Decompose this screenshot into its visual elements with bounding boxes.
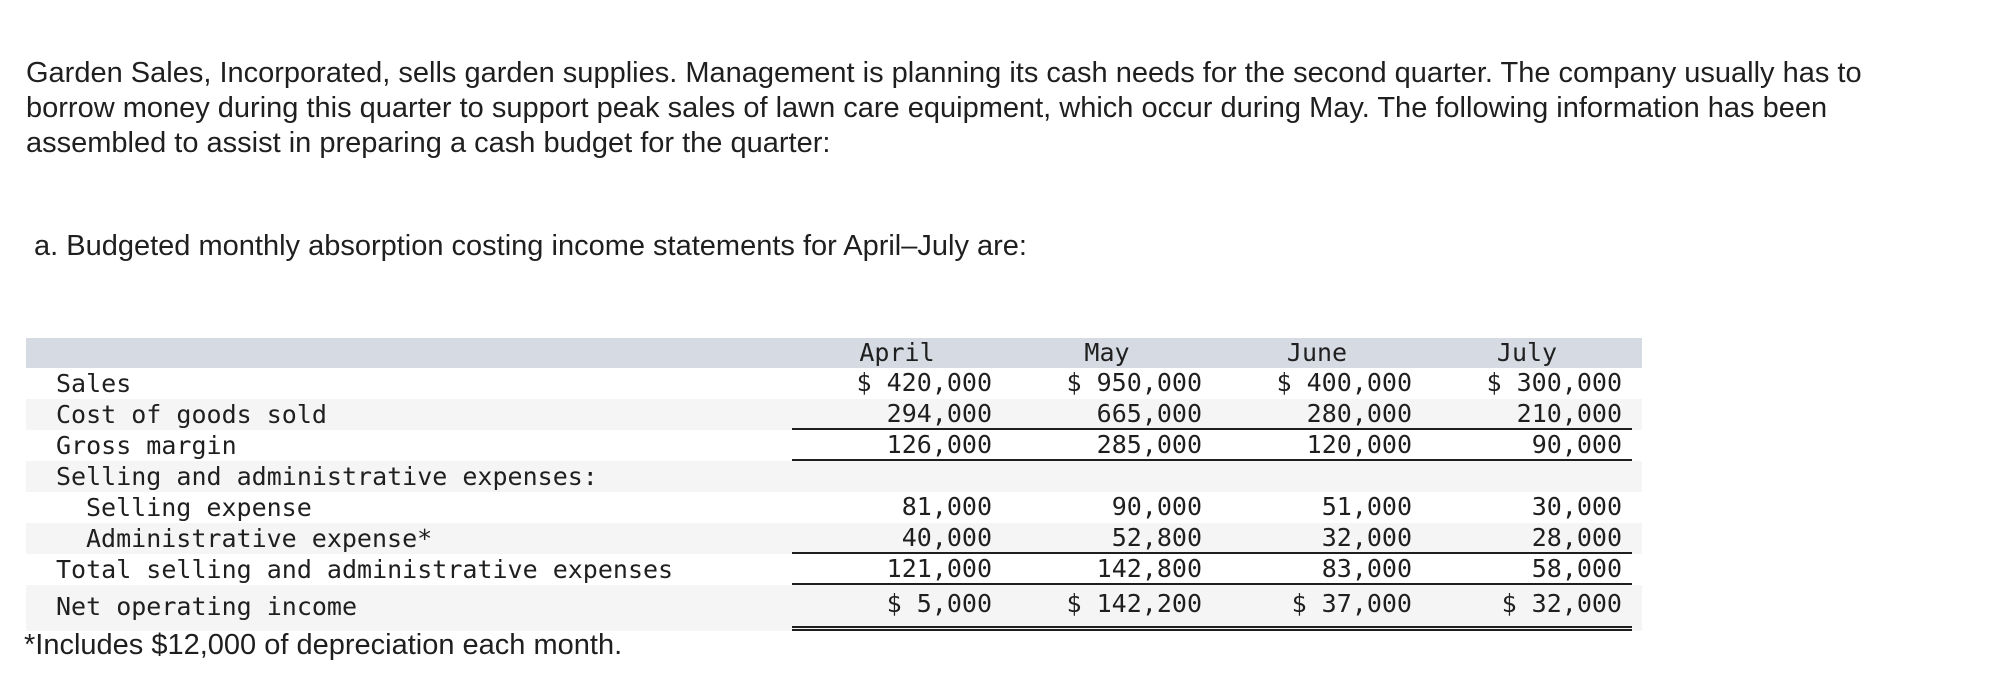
table-cell: 142,800 — [1002, 554, 1212, 585]
table-cell: 285,000 — [1002, 430, 1212, 461]
column-header-may: May — [1084, 338, 1130, 367]
row-label: Sales — [56, 369, 132, 398]
table-cell: 51,000 — [1321, 492, 1412, 521]
table-cell: 210,000 — [1422, 399, 1632, 430]
income-statement-table — [26, 338, 1642, 631]
table-row-sga-heading — [26, 461, 1642, 492]
table-cell: $ 950,000 — [1066, 368, 1202, 397]
row-label: Total selling and administrative expenses — [56, 555, 674, 584]
table-cell: $ 5,000 — [792, 585, 1002, 631]
row-label: Selling and administrative expenses: — [56, 462, 598, 491]
column-header-july: July — [1496, 338, 1558, 367]
row-label: Net operating income — [56, 592, 358, 621]
table-cell: $ 400,000 — [1276, 368, 1412, 397]
table-cell: 40,000 — [792, 523, 1002, 554]
table-row-admin-expense — [26, 523, 1642, 554]
table-cell: 294,000 — [792, 399, 1002, 430]
row-label: Administrative expense* — [86, 524, 433, 553]
table-row-net-operating-income — [26, 585, 1642, 631]
table-cell: $ 420,000 — [856, 368, 992, 397]
table-cell: $ 142,200 — [1002, 585, 1212, 631]
table-cell: 83,000 — [1212, 554, 1422, 585]
table-header-row — [26, 338, 1642, 368]
problem-intro-text: Garden Sales, Incorporated, sells garden supplies. Management is planning its cash needs for the second quarter. The company usually has to borrow money during this quarter to support peak sales of lawn care equipment, which occur during May. The following information has been assembled to assist in preparing a cash budget for the quarter: — [26, 57, 1862, 159]
table-cell: 90,000 — [1422, 430, 1632, 461]
table-cell: $ 32,000 — [1422, 585, 1632, 631]
table-cell: 121,000 — [792, 554, 1002, 585]
table-cell: 58,000 — [1422, 554, 1632, 585]
table-row-sales — [26, 368, 1642, 399]
row-label: Cost of goods sold — [56, 400, 327, 429]
column-header-june: June — [1286, 338, 1348, 367]
row-label: Selling expense — [86, 493, 312, 522]
table-cell: 32,000 — [1212, 523, 1422, 554]
table-row-cogs — [26, 399, 1642, 430]
table-cell: 665,000 — [1002, 399, 1212, 430]
table-row-gross-margin — [26, 430, 1642, 461]
table-cell: $ 300,000 — [1486, 368, 1622, 397]
table-cell: 30,000 — [1531, 492, 1622, 521]
table-cell: 120,000 — [1212, 430, 1422, 461]
table-cell: 28,000 — [1422, 523, 1632, 554]
table-cell: 90,000 — [1111, 492, 1202, 521]
table-row-selling-expense — [26, 492, 1642, 523]
table-cell: 81,000 — [901, 492, 992, 521]
table-cell: 126,000 — [792, 430, 1002, 461]
table-row-total-sga — [26, 554, 1642, 585]
table-cell: 280,000 — [1212, 399, 1422, 430]
section-a-heading: a. Budgeted monthly absorption costing income statements for April–July are: — [34, 230, 1027, 262]
table-cell: 52,800 — [1002, 523, 1212, 554]
column-header-april: April — [859, 338, 935, 367]
table-cell: $ 37,000 — [1212, 585, 1422, 631]
row-label: Gross margin — [56, 431, 237, 460]
table-footnote: *Includes $12,000 of depreciation each month. — [24, 629, 623, 661]
